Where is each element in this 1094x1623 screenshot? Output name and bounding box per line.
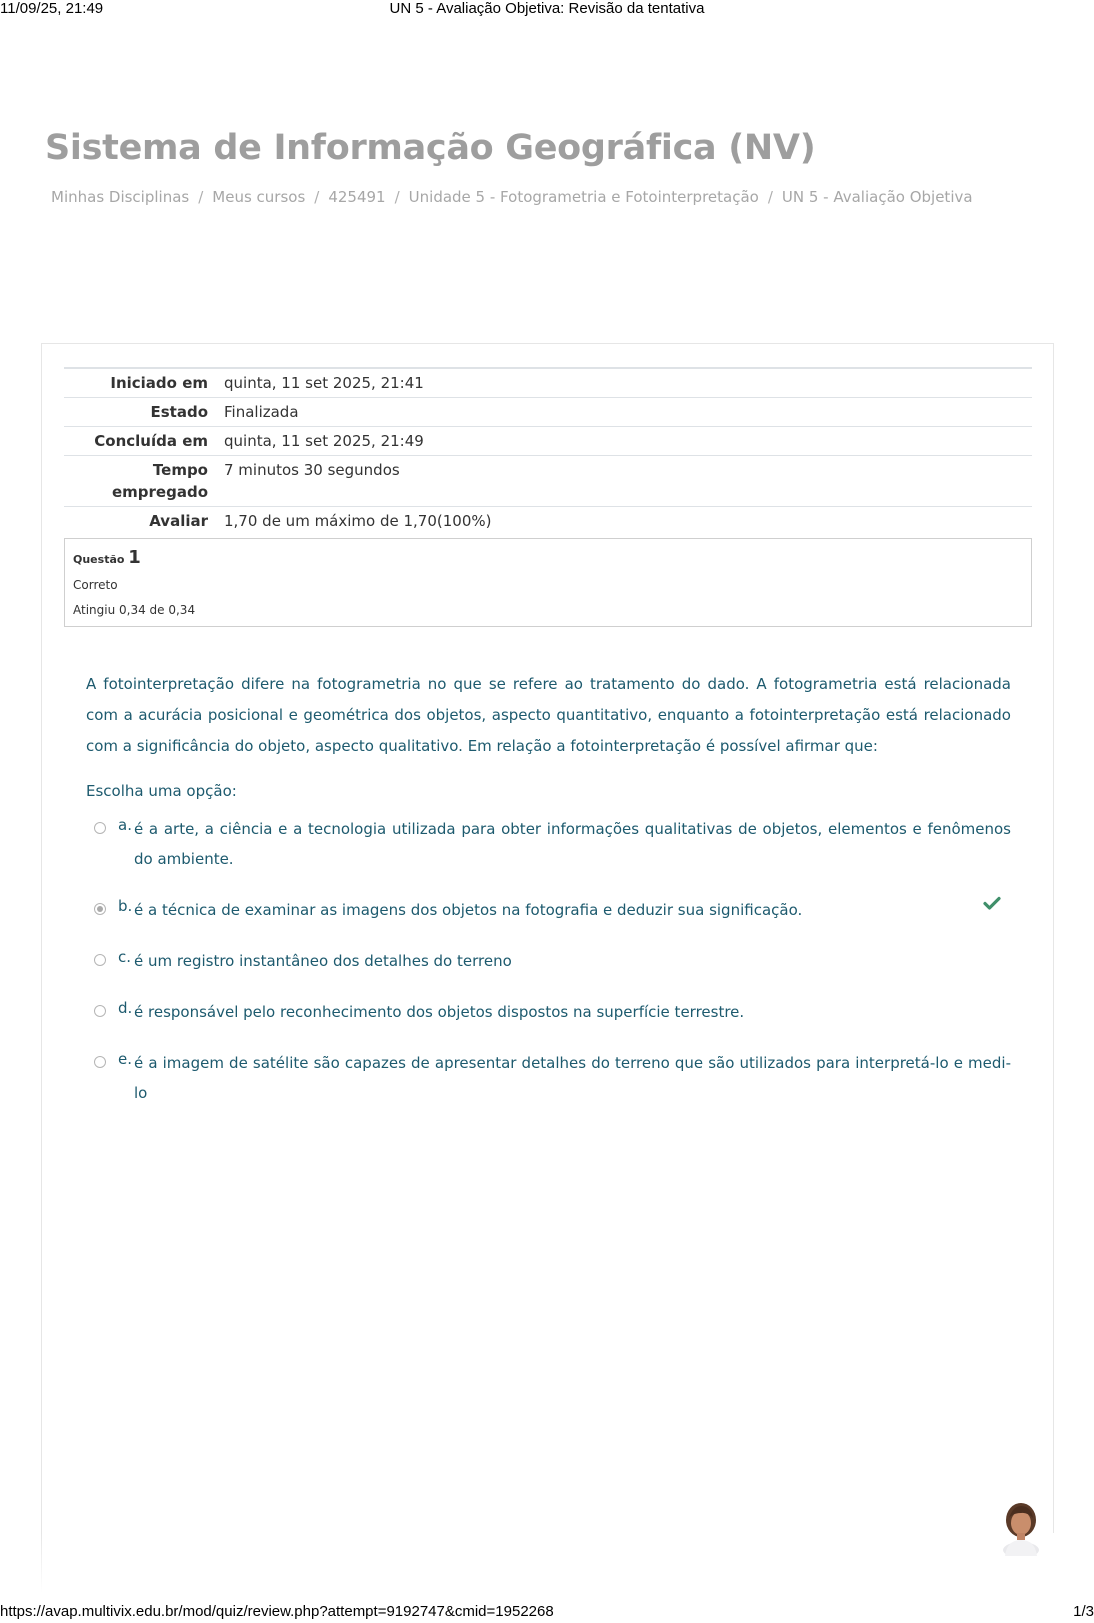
radio-button-selected[interactable] (94, 903, 106, 915)
print-page-number: 1/3 (1073, 1603, 1094, 1620)
breadcrumb-separator: / (767, 188, 773, 206)
print-url: https://avap.multivix.edu.br/mod/quiz/review.php?attempt=9192747&cmid=1952268 (0, 1603, 554, 1620)
summary-value: quinta, 11 set 2025, 21:41 (224, 374, 424, 392)
page-title: Sistema de Informação Geográfica (NV) (45, 128, 816, 168)
check-icon (983, 894, 1001, 912)
summary-row-completed (64, 427, 1032, 456)
summary-value: 7 minutos 30 segundos (224, 461, 400, 479)
breadcrumb-item-my-disciplines[interactable]: Minhas Disciplinas (51, 188, 190, 206)
breadcrumb (51, 188, 973, 206)
print-document-title: UN 5 - Avaliação Objetiva: Revisão da tentativa (389, 0, 705, 17)
question-label: Questão (73, 553, 125, 566)
option-letter: b. (118, 897, 133, 915)
summary-label: Tempo empregado (111, 461, 208, 501)
summary-label: Iniciado em (110, 374, 208, 392)
radio-button[interactable] (94, 1056, 106, 1068)
card-border-fade (41, 1533, 42, 1593)
question-text: A fotointerpretação difere na fotogrametria no que se refere ao tratamento do dado. A fotogrametria está relacionada com a acurácia posicional e geométrica dos objetos, aspecto quantitativo, enquanto a fotointerpretação está relacionado com a significância do objeto, aspecto qualitativo. Em relação a fotointerpretação é possível afirmar que: (86, 675, 1011, 755)
option-text: é responsável pelo reconhecimento dos objetos dispostos na superfície terrestre. (134, 1003, 745, 1021)
answer-prompt: Escolha uma opção: (86, 782, 237, 800)
breadcrumb-item-my-courses[interactable]: Meus cursos (212, 188, 306, 206)
answer-option-e (94, 1048, 1011, 1108)
answer-option-c (94, 946, 1011, 976)
summary-row-state (64, 398, 1032, 427)
summary-value: quinta, 11 set 2025, 21:49 (224, 432, 424, 450)
question-info-box (64, 538, 1032, 627)
option-letter: a. (118, 816, 132, 834)
option-letter: e. (118, 1050, 132, 1068)
breadcrumb-separator: / (198, 188, 204, 206)
summary-row-started (64, 368, 1032, 398)
option-text: é um registro instantâneo dos detalhes do terreno (134, 952, 512, 970)
question-grade: Atingiu 0,34 de 0,34 (73, 603, 196, 617)
radio-button[interactable] (94, 822, 106, 834)
breadcrumb-item-course-id[interactable]: 425491 (328, 188, 386, 206)
summary-row-time-taken (64, 456, 1032, 507)
question-state: Correto (73, 578, 118, 592)
attempt-summary-table (64, 367, 1032, 535)
assistant-avatar-icon[interactable] (999, 1500, 1043, 1556)
breadcrumb-item-unit[interactable]: Unidade 5 - Fotogrametria e Fotointerpretação (408, 188, 759, 206)
answer-option-a (94, 814, 1011, 874)
print-datetime: 11/09/25, 21:49 (0, 0, 104, 17)
answer-option-b (94, 895, 1011, 925)
summary-label: Avaliar (149, 512, 208, 530)
option-letter: d. (118, 999, 133, 1017)
radio-button[interactable] (94, 954, 106, 966)
question-number-value: 1 (128, 547, 141, 568)
print-footer (0, 1603, 1094, 1623)
summary-row-grade (64, 507, 1032, 536)
question-number (73, 547, 141, 568)
summary-value: 1,70 de um máximo de 1,70(100%) (224, 512, 492, 530)
answer-option-d (94, 997, 1011, 1027)
option-text: é a arte, a ciência e a tecnologia utilizada para obter informações qualitativas de objetos, elementos e fenômenos do ambiente. (134, 820, 1011, 868)
breadcrumb-separator: / (314, 188, 320, 206)
summary-label: Estado (150, 403, 208, 421)
breadcrumb-separator: / (394, 188, 400, 206)
breadcrumb-item-quiz[interactable]: UN 5 - Avaliação Objetiva (781, 188, 973, 206)
summary-label: Concluída em (94, 432, 208, 450)
option-letter: c. (118, 948, 132, 966)
radio-button[interactable] (94, 1005, 106, 1017)
option-text: é a imagem de satélite são capazes de apresentar detalhes do terreno que são utilizados para interpretá-lo e medi-lo (134, 1054, 1011, 1102)
summary-value: Finalizada (224, 403, 299, 421)
print-header (0, 0, 1094, 18)
option-text: é a técnica de examinar as imagens dos objetos na fotografia e deduzir sua significação. (134, 901, 803, 919)
